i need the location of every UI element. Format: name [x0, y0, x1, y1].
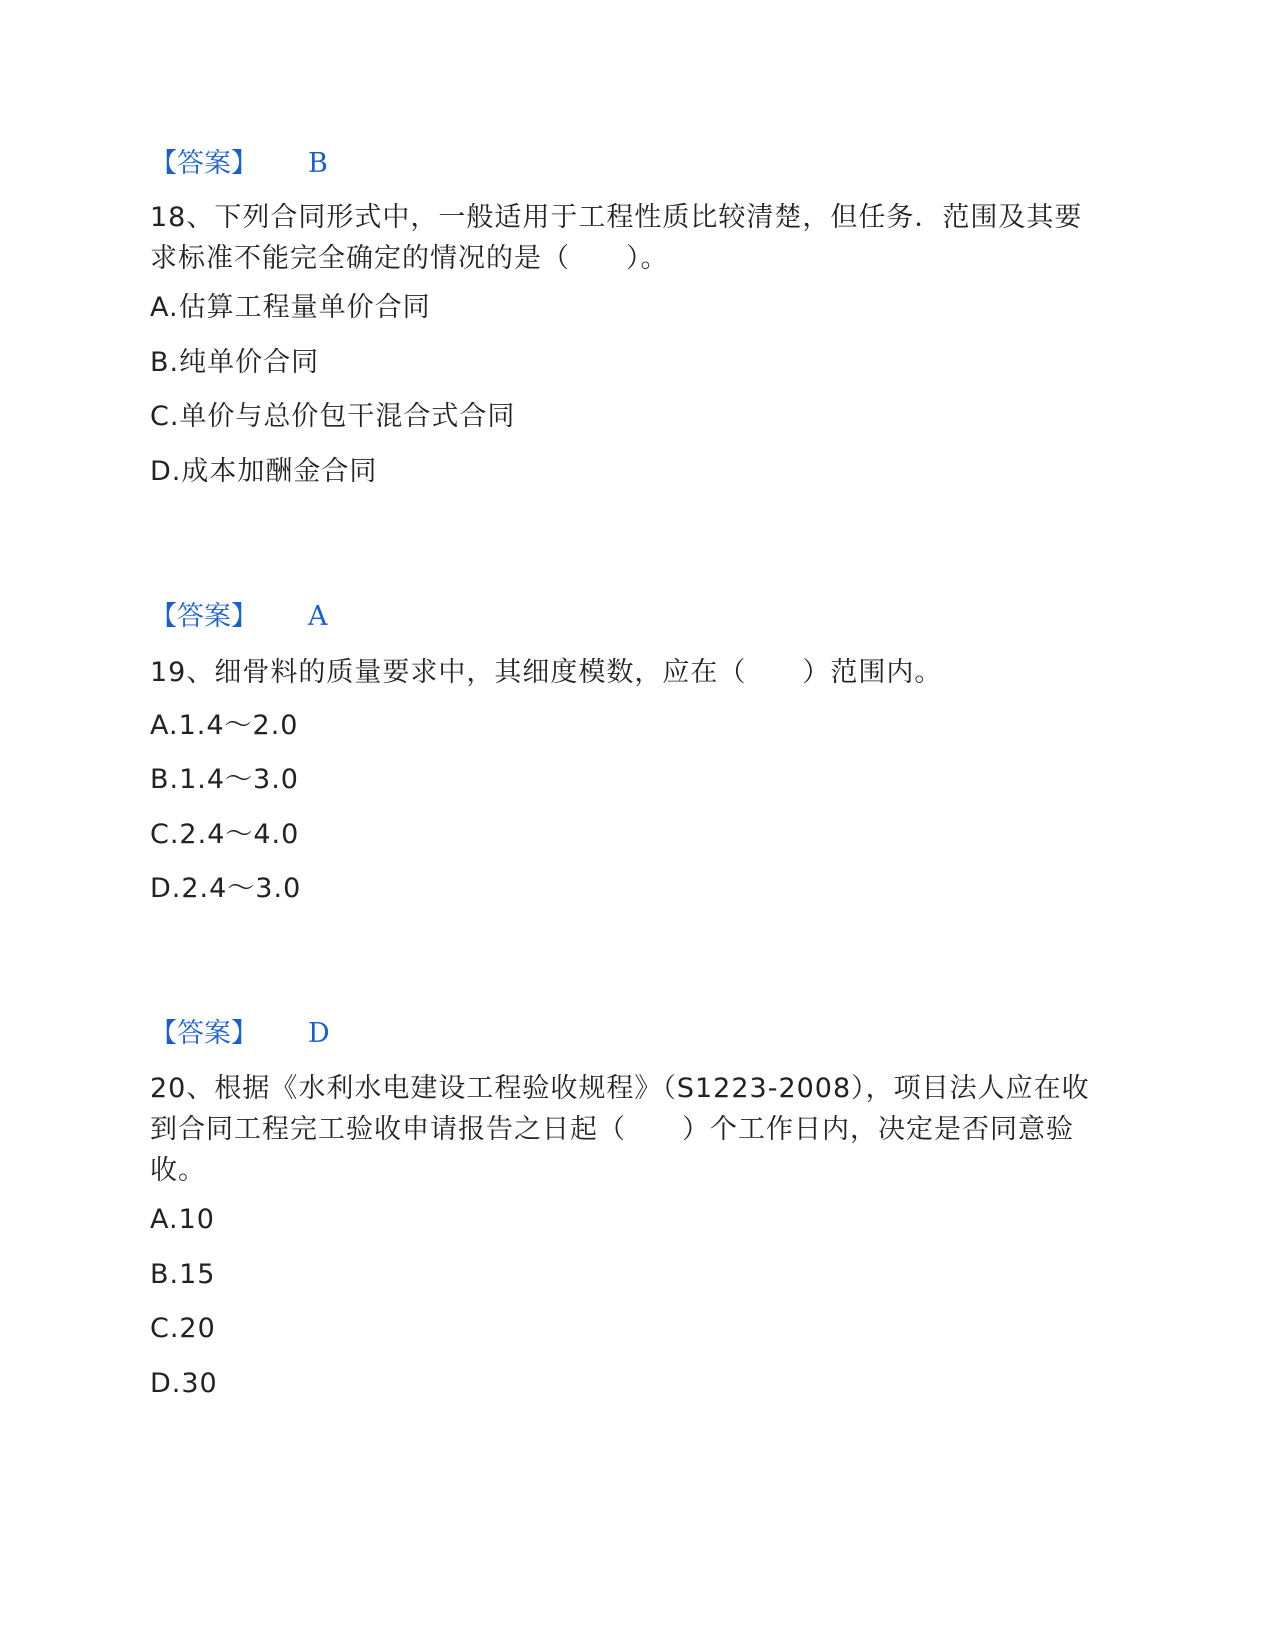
option-18-c: C.单价与总价包干混合式合同 [150, 401, 516, 432]
answer-value: D [308, 1018, 330, 1049]
question-18: 18、下列合同形式中，一般适用于工程性质比较清楚，但任务．范围及其要求标准不能完全确定的情况的是（ ）。 [150, 202, 1083, 274]
option-18-b: B.纯单价合同 [150, 347, 320, 378]
answer-value: B [308, 148, 328, 179]
option-19-a: A.1.4～2.0 [150, 710, 299, 741]
option-18-d: D.成本加酬金合同 [150, 456, 378, 487]
question-19: 19、细骨料的质量要求中，其细度模数，应在（ ）范围内。 [150, 657, 943, 688]
option-20-b: B.15 [150, 1259, 216, 1290]
answer-value: A [308, 601, 328, 632]
answer-tag: 【答案】 [150, 148, 258, 179]
option-19-b: B.1.4～3.0 [150, 764, 299, 795]
answer-line-17 [150, 146, 328, 182]
option-20-a: A.10 [150, 1204, 215, 1235]
answer-line-18 [150, 599, 328, 635]
answer-tag: 【答案】 [150, 1018, 258, 1049]
option-18-a: A.估算工程量单价合同 [150, 292, 431, 323]
option-19-d: D.2.4～3.0 [150, 873, 302, 904]
question-20: 20、根据《水利水电建设工程验收规程》（S1223-2008），项目法人应在收到合同工程完工验收申请报告之日起（ ）个工作日内，决定是否同意验收。 [150, 1073, 1090, 1186]
answer-line-19 [150, 1016, 330, 1052]
option-20-d: D.30 [150, 1368, 218, 1399]
option-19-c: C.2.4～4.0 [150, 819, 300, 850]
answer-tag: 【答案】 [150, 601, 258, 632]
option-20-c: C.20 [150, 1313, 216, 1344]
